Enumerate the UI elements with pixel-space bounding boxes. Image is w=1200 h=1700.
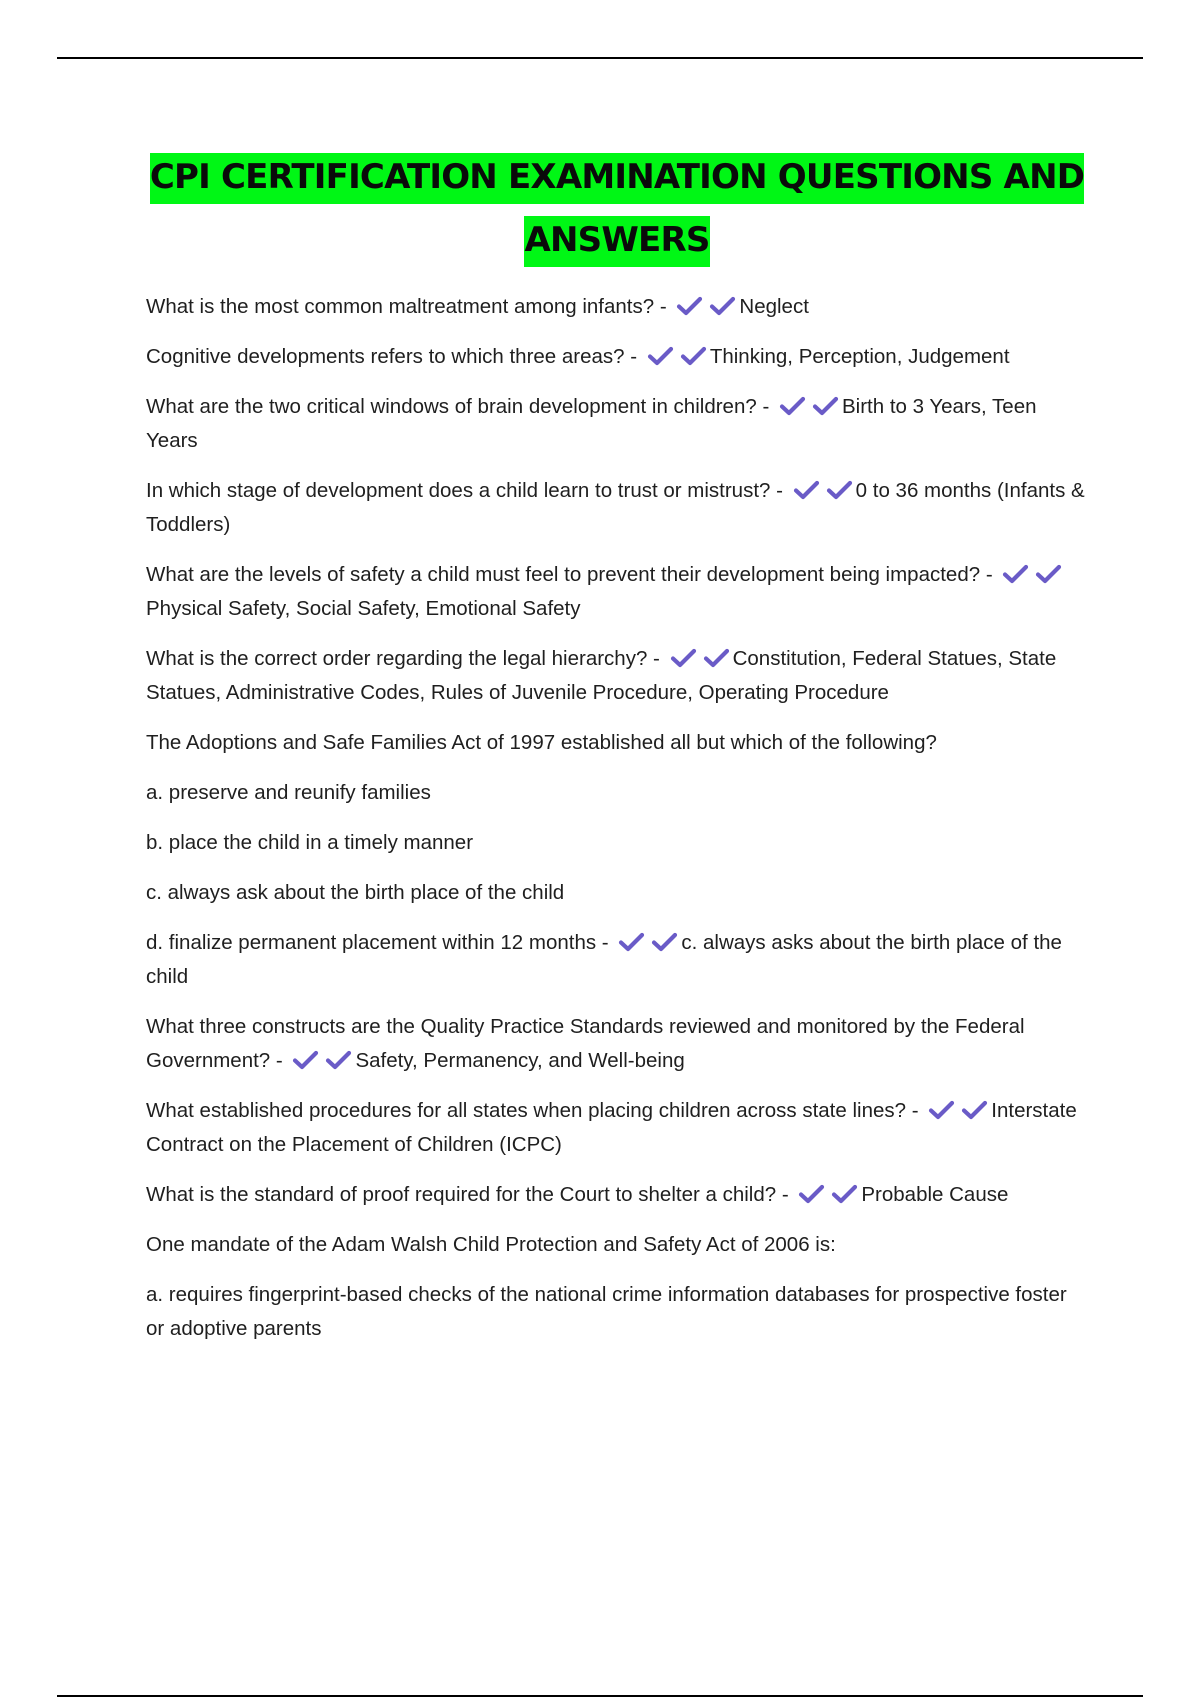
qa-list <box>146 290 1088 1346</box>
check-mark-icon <box>961 1100 988 1120</box>
answer-text: Birth to 3 Years, Teen Years <box>146 395 1037 452</box>
check-mark-icon <box>779 396 806 416</box>
check-mark-icon <box>826 480 853 500</box>
qa-item <box>146 1278 1088 1346</box>
check-mark-icon <box>647 346 674 366</box>
qa-item <box>146 876 1088 910</box>
answer-text: 0 to 36 months (Infants & Toddlers) <box>146 479 1085 536</box>
qa-item <box>146 290 1088 324</box>
qa-item <box>146 726 1088 760</box>
check-mark-icon <box>1002 564 1029 584</box>
question-text: What are the levels of safety a child must feel to prevent their development being impacted? - <box>146 563 993 586</box>
check-mark-icon <box>325 1050 352 1070</box>
check-mark-icon <box>703 648 730 668</box>
answer-text: Probable Cause <box>861 1183 1009 1206</box>
qa-item <box>146 1228 1088 1262</box>
check-mark-icon <box>680 346 707 366</box>
question-text: What is the standard of proof required for the Court to shelter a child? - <box>146 1183 789 1206</box>
answer-text: Physical Safety, Social Safety, Emotional Safety <box>146 597 581 620</box>
question-text: What is the most common maltreatment among infants? - <box>146 295 667 318</box>
question-text: The Adoptions and Safe Families Act of 1997 established all but which of the following? <box>146 731 937 754</box>
check-mark-icon <box>831 1184 858 1204</box>
qa-item <box>146 826 1088 860</box>
title-highlight: CPI CERTIFICATION EXAMINATION QUESTIONS AND ANSWERS <box>150 153 1084 267</box>
check-mark-icon <box>798 1184 825 1204</box>
document-title <box>146 146 1088 272</box>
answer-text: Thinking, Perception, Judgement <box>709 345 1010 368</box>
check-mark-icon <box>651 932 678 952</box>
question-text: c. always ask about the birth place of the child <box>146 881 565 904</box>
qa-item <box>146 390 1088 458</box>
check-mark-icon <box>928 1100 955 1120</box>
qa-item <box>146 558 1088 626</box>
bottom-divider <box>57 1695 1143 1697</box>
question-text: One mandate of the Adam Walsh Child Protection and Safety Act of 2006 is: <box>146 1233 836 1256</box>
qa-item <box>146 1010 1088 1078</box>
answer-text: Neglect <box>739 295 809 318</box>
answer-text: Safety, Permanency, and Well-being <box>355 1049 685 1072</box>
question-text: a. requires fingerprint-based checks of the national crime information databases for prospective foster or adoptive parents <box>146 1283 1067 1340</box>
check-mark-icon <box>793 480 820 500</box>
check-mark-icon <box>676 296 703 316</box>
check-mark-icon <box>1035 564 1062 584</box>
check-mark-icon <box>670 648 697 668</box>
qa-item <box>146 1094 1088 1162</box>
check-mark-icon <box>618 932 645 952</box>
answer-text: Interstate Contract on the Placement of Children (ICPC) <box>146 1099 1077 1156</box>
qa-item <box>146 340 1088 374</box>
answer-text: c. always asks about the birth place of the child <box>146 931 1062 988</box>
qa-item <box>146 1178 1088 1212</box>
question-text: What established procedures for all states when placing children across state lines? - <box>146 1099 919 1122</box>
top-divider <box>57 57 1143 59</box>
qa-item <box>146 776 1088 810</box>
check-mark-icon <box>812 396 839 416</box>
question-text: Cognitive developments refers to which three areas? - <box>146 345 638 368</box>
check-mark-icon <box>292 1050 319 1070</box>
question-text: a. preserve and reunify families <box>146 781 431 804</box>
check-mark-icon <box>709 296 736 316</box>
question-text: b. place the child in a timely manner <box>146 831 474 854</box>
document-page <box>146 146 1088 1362</box>
qa-item <box>146 926 1088 994</box>
qa-item <box>146 474 1088 542</box>
question-text: What is the correct order regarding the legal hierarchy? - <box>146 647 660 670</box>
qa-item <box>146 642 1088 710</box>
question-text: In which stage of development does a child learn to trust or mistrust? - <box>146 479 783 502</box>
question-text: d. finalize permanent placement within 12 months - <box>146 931 609 954</box>
question-text: What three constructs are the Quality Practice Standards reviewed and monitored by the Federal Government? - <box>146 1015 1025 1072</box>
question-text: What are the two critical windows of brain development in children? - <box>146 395 770 418</box>
answer-text: Constitution, Federal Statues, State Statues, Administrative Codes, Rules of Juvenile Procedure, Operating Procedure <box>146 647 1057 704</box>
